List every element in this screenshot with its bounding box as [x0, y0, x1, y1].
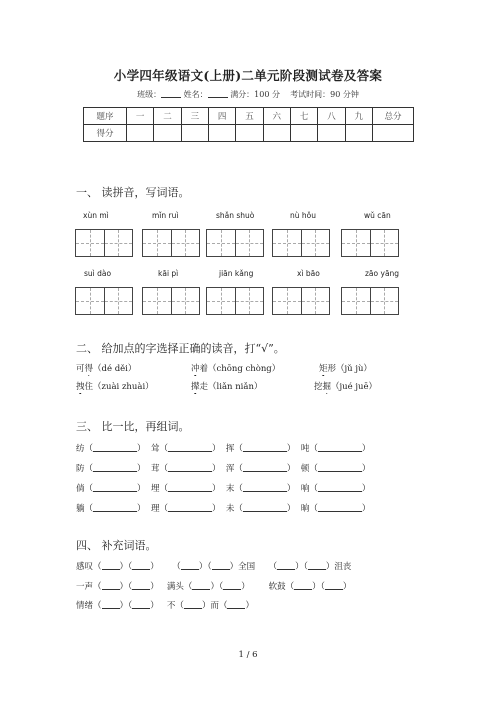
idiom-line: 感叹（ ）（ ） （ ）（ ）全国 （ ）（ ）沮丧 [76, 562, 352, 572]
reading-item: 挖掘（jué juē） [314, 382, 378, 392]
header-cell: 一 [127, 108, 154, 125]
idiom-blank[interactable] [132, 580, 150, 590]
idiom-blank[interactable] [325, 580, 343, 590]
reading-item: 拽住（zuài zhuài） [76, 382, 154, 392]
idiom-blank[interactable] [132, 560, 150, 570]
answer-blank[interactable] [168, 482, 212, 492]
score-entry-row [84, 125, 414, 142]
header-cell: 八 [318, 108, 345, 125]
score-cell[interactable] [127, 125, 154, 142]
writing-box[interactable] [142, 287, 200, 315]
writing-box[interactable] [75, 287, 133, 315]
pinyin-label: xùn mì [83, 211, 109, 220]
full-score: 满分：100 分 [230, 90, 280, 99]
idiom-blank[interactable] [277, 560, 295, 570]
reading-item: 可得（dé děi） [76, 364, 137, 374]
score-cell[interactable] [373, 125, 414, 142]
pinyin-label: zāo yāng [365, 269, 400, 278]
header-cell: 九 [345, 108, 372, 125]
header-cell: 四 [208, 108, 235, 125]
section3-heading: 三、 比一比，再组词。 [76, 420, 190, 433]
writing-box[interactable] [75, 229, 133, 257]
score-cell[interactable] [318, 125, 345, 142]
exam-time: 考试时间：90 分钟 [290, 90, 359, 99]
score-cell[interactable] [181, 125, 208, 142]
answer-blank[interactable] [243, 442, 287, 452]
answer-blank[interactable] [318, 462, 362, 472]
score-cell[interactable] [290, 125, 317, 142]
reading-item: 矩形（jǔ jù） [319, 364, 372, 374]
name-label: 姓名： [183, 90, 208, 99]
page-number: 1 / 6 [238, 650, 258, 660]
name-blank [208, 89, 228, 98]
pinyin-label: shǎn shuò [216, 211, 255, 220]
idiom-blank[interactable] [212, 560, 230, 570]
answer-blank[interactable] [93, 442, 137, 452]
answer-blank[interactable] [168, 442, 212, 452]
score-cell[interactable] [263, 125, 290, 142]
section1-heading: 一、 读拼音，写词语。 [76, 186, 190, 199]
header-cell: 五 [236, 108, 263, 125]
reading-item: 冲着（chōng chòng） [191, 364, 281, 374]
idiom-blank[interactable] [181, 560, 199, 570]
idiom-blank[interactable] [102, 580, 120, 590]
answer-blank[interactable] [168, 462, 212, 472]
writing-box[interactable] [341, 287, 399, 315]
score-cell[interactable] [208, 125, 235, 142]
answer-blank[interactable] [318, 482, 362, 492]
answer-blank[interactable] [93, 502, 137, 512]
idiom-line: 情绪（ ）（ ） 不（ ）而（ ） [76, 601, 254, 611]
doc-title: 小学四年级语文(上册)二单元阶段测试卷及答案 [113, 68, 383, 83]
pinyin-label: kāi pì [158, 269, 179, 278]
writing-box[interactable] [142, 229, 200, 257]
answer-blank[interactable] [318, 502, 362, 512]
header-cell: 题序 [84, 108, 127, 125]
idiom-line: 一声（ ）（ ） 满头（ ）（ ） 软鼓（ ）（ ） [76, 582, 352, 592]
idiom-blank[interactable] [132, 599, 150, 609]
compare-row: 防（ ） 茸（ ） 浑（ ） 顿（ ） [76, 464, 371, 474]
pinyin-label: mǐn ruì [152, 211, 179, 220]
idiom-blank[interactable] [223, 580, 241, 590]
header-cell: 二 [154, 108, 181, 125]
writing-box[interactable] [206, 287, 264, 315]
reading-item: 撵走（liǎn niǎn） [191, 382, 263, 392]
pinyin-label: nù hǒu [290, 211, 316, 220]
writing-box[interactable] [272, 287, 330, 315]
header-cell: 六 [263, 108, 290, 125]
header-cell: 七 [290, 108, 317, 125]
section2-heading: 二、 给加点的字选择正确的读音，打“√”。 [76, 342, 285, 355]
class-blank [161, 89, 181, 98]
writing-box[interactable] [206, 229, 264, 257]
exam-info [0, 89, 496, 100]
answer-blank[interactable] [243, 462, 287, 472]
score-table [83, 107, 414, 142]
score-cell[interactable] [345, 125, 372, 142]
pinyin-label: xì bāo [297, 269, 320, 278]
idiom-blank[interactable] [102, 560, 120, 570]
writing-box[interactable] [341, 229, 399, 257]
compare-row: 躺（ ） 理（ ） 未（ ） 晌（ ） [76, 504, 371, 514]
section4-heading: 四、 补充词语。 [76, 539, 157, 552]
idiom-blank[interactable] [102, 599, 120, 609]
answer-blank[interactable] [243, 482, 287, 492]
answer-blank[interactable] [168, 502, 212, 512]
score-cell[interactable] [236, 125, 263, 142]
answer-blank[interactable] [93, 462, 137, 472]
pinyin-label: suì dào [84, 269, 112, 278]
class-label: 班级： [137, 90, 162, 99]
score-label: 得分 [84, 125, 127, 142]
idiom-blank[interactable] [227, 599, 245, 609]
idiom-blank[interactable] [184, 599, 202, 609]
pinyin-label: wǔ cān [364, 211, 391, 220]
idiom-blank[interactable] [192, 580, 210, 590]
header-cell: 总分 [373, 108, 414, 125]
compare-row: 倘（ ） 埋（ ） 末（ ） 响（ ） [76, 484, 371, 494]
answer-blank[interactable] [93, 482, 137, 492]
compare-row: 纺（ ） 耸（ ） 挥（ ） 吨（ ） [76, 444, 371, 454]
pinyin-label: jiān kǎng [219, 269, 254, 278]
score-cell[interactable] [154, 125, 181, 142]
idiom-blank[interactable] [308, 560, 326, 570]
answer-blank[interactable] [318, 442, 362, 452]
writing-box[interactable] [272, 229, 330, 257]
answer-blank[interactable] [243, 502, 287, 512]
score-header-row [84, 108, 414, 125]
idiom-blank[interactable] [294, 580, 312, 590]
header-cell: 三 [181, 108, 208, 125]
